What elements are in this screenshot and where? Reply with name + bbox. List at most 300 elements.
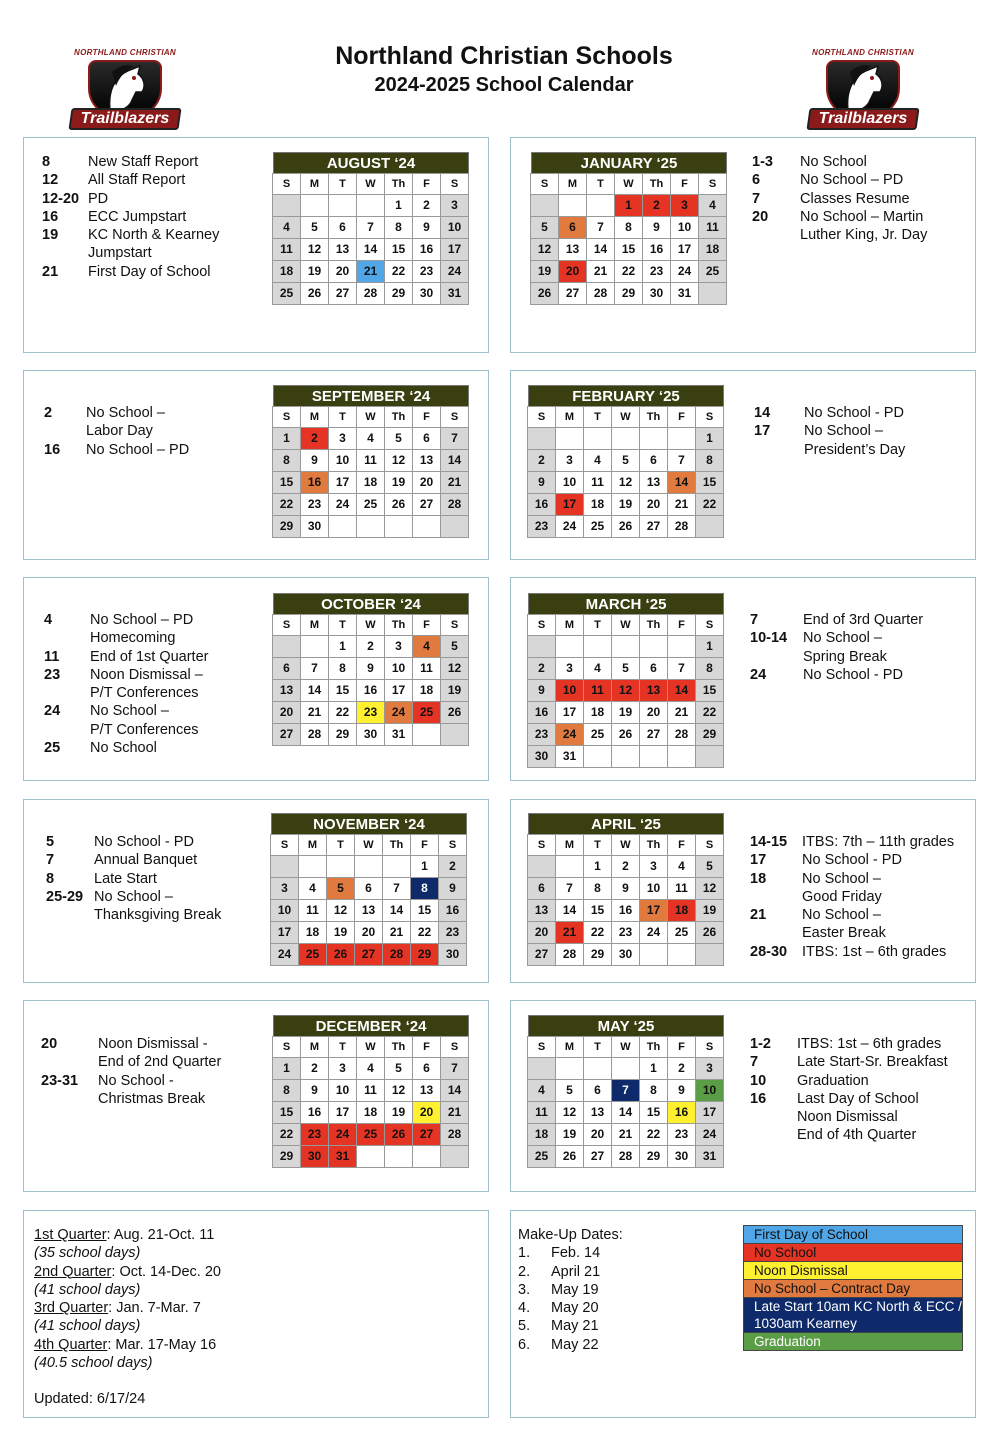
calendar-day: 11: [667, 877, 696, 900]
calendar-day: 22: [695, 701, 724, 724]
calendar-day: 21: [440, 471, 469, 494]
event-row: [44, 441, 189, 459]
calendar-day: 4: [272, 216, 301, 239]
calendar-day: 24: [695, 1123, 724, 1146]
calendar-august: [273, 152, 469, 305]
event-row: [752, 153, 927, 171]
calendar-day: 14: [356, 238, 385, 261]
calendar-day: 26: [300, 282, 329, 305]
event-row: [750, 648, 923, 666]
calendar-day: 30: [527, 745, 556, 768]
event-text: P/T Conferences: [90, 721, 199, 738]
calendar-empty-cell: [527, 1057, 556, 1080]
calendar-day: 29: [583, 943, 612, 966]
calendar-day: 27: [639, 723, 668, 746]
calendar-day: 8: [384, 216, 413, 239]
event-text: No School –: [804, 423, 883, 440]
calendar-day: 8: [328, 657, 357, 680]
calendar-empty-cell: [300, 194, 329, 217]
weekday-header: S: [695, 406, 724, 428]
calendar-day: 1: [639, 1057, 668, 1080]
calendar-day: 7: [440, 427, 469, 450]
calendar-day: 9: [527, 471, 556, 494]
calendar-empty-cell: [639, 427, 668, 450]
calendar-empty-cell: [611, 427, 640, 450]
calendar-day: 19: [695, 899, 724, 922]
calendar-day: 18: [583, 701, 612, 724]
calendar-day: 19: [611, 493, 640, 516]
event-date: 7: [750, 612, 759, 628]
calendar-day: 3: [270, 877, 299, 900]
event-text: No School -: [98, 1072, 174, 1089]
calendar-day: 22: [328, 701, 357, 724]
calendar-day: 5: [384, 1057, 413, 1080]
event-date: 16: [42, 208, 59, 225]
calendar-empty-cell: [555, 427, 584, 450]
calendar-day: 18: [298, 921, 327, 944]
weekday-header: T: [328, 173, 357, 195]
calendar-day: 29: [695, 723, 724, 746]
weekday-header: S: [440, 173, 469, 195]
calendar-empty-cell: [440, 515, 469, 538]
event-row: [750, 833, 954, 851]
weekday-header: W: [356, 614, 385, 636]
calendar-day: 3: [440, 194, 469, 217]
event-text: ITBS: 7th – 11th grades: [802, 834, 955, 850]
calendar-day: 6: [558, 216, 587, 239]
calendar-day: 4: [527, 1079, 556, 1102]
calendar-day: 22: [272, 493, 301, 516]
makeup-item: 4. May 20: [518, 1300, 599, 1317]
calendar-day: 2: [300, 1057, 329, 1080]
calendar-day: 23: [642, 260, 671, 283]
event-row: [46, 870, 221, 888]
calendar-day: 1: [614, 194, 643, 217]
weekday-header: S: [272, 173, 301, 195]
event-date: 5: [46, 834, 55, 850]
calendar-day: 9: [611, 877, 640, 900]
weekday-header: Th: [639, 614, 668, 636]
calendar-day: 13: [639, 679, 668, 702]
calendar-day: 3: [555, 657, 584, 680]
calendar-day: 13: [639, 471, 668, 494]
makeup-item: 6. May 22: [518, 1336, 599, 1353]
calendar-empty-cell: [272, 635, 301, 658]
event-date: 14-15: [750, 834, 788, 850]
calendar-day: 23: [667, 1123, 696, 1146]
event-date: 10: [750, 1072, 767, 1089]
calendar-day: 14: [586, 238, 615, 261]
event-date: 10-14: [750, 630, 788, 647]
weekday-header: W: [614, 173, 643, 195]
calendar-day: 10: [328, 1079, 357, 1102]
event-text: Noon Dismissal -: [98, 1036, 208, 1052]
calendar-empty-cell: [384, 515, 413, 538]
event-row: [754, 441, 905, 459]
event-date: 17: [754, 423, 771, 440]
event-date: 21: [750, 907, 767, 924]
calendar-day: 26: [384, 493, 413, 516]
event-text: Easter Break: [802, 925, 886, 942]
weekday-header: Th: [384, 173, 413, 195]
calendar-day: 31: [440, 282, 469, 305]
weekday-header: F: [412, 614, 441, 636]
event-row: [44, 684, 208, 702]
calendar-day: 23: [412, 260, 441, 283]
event-date: 8: [42, 154, 51, 170]
calendar-title: 2024-2025 School Calendar: [374, 74, 634, 96]
event-row: [41, 1072, 221, 1090]
calendar-day: 28: [440, 493, 469, 516]
calendar-day: 15: [614, 238, 643, 261]
event-text: No School - PD: [94, 834, 194, 850]
weekday-header: W: [354, 834, 383, 856]
weekday-header: W: [611, 1036, 640, 1058]
event-date: 23: [44, 666, 61, 683]
event-text: Luther King, Jr. Day: [800, 227, 928, 244]
calendar-day: 31: [555, 745, 584, 768]
calendar-day: 2: [438, 855, 467, 878]
event-row: [44, 739, 208, 757]
calendar-day: 10: [695, 1079, 724, 1102]
calendar-day: 6: [412, 427, 441, 450]
calendar-day: 16: [667, 1101, 696, 1124]
weekday-header: F: [670, 173, 699, 195]
event-text: Homecoming: [90, 630, 176, 647]
event-row: [44, 648, 208, 666]
calendar-empty-cell: [356, 515, 385, 538]
calendar-day: 24: [555, 515, 584, 538]
calendar-day: 12: [555, 1101, 584, 1124]
event-row: [41, 1090, 221, 1108]
event-row: [750, 1090, 948, 1108]
event-text: No School: [90, 740, 157, 757]
calendar-empty-cell: [555, 855, 584, 878]
calendar-empty-cell: [611, 1057, 640, 1080]
calendar-day: 9: [300, 1079, 329, 1102]
events-december: [41, 1035, 221, 1108]
calendar-day: 4: [583, 449, 612, 472]
calendar-empty-cell: [326, 855, 355, 878]
calendar-day: 5: [695, 855, 724, 878]
calendar-day: 3: [328, 427, 357, 450]
calendar-day: 10: [639, 877, 668, 900]
makeup-item: 5. May 21: [518, 1318, 599, 1335]
month-title: DECEMBER ‘24: [273, 1015, 469, 1037]
event-row: [41, 1053, 221, 1071]
event-text: Noon Dismissal –: [90, 666, 203, 683]
event-row: [750, 1126, 948, 1144]
weekday-header: T: [328, 614, 357, 636]
makeup-item: 3. May 19: [518, 1281, 599, 1298]
horse-icon: [100, 62, 150, 114]
makeup-item: 1. Feb. 14: [518, 1245, 601, 1262]
weekday-header: M: [300, 173, 329, 195]
calendar-empty-cell: [440, 1145, 469, 1168]
calendar-empty-cell: [611, 635, 640, 658]
calendar-day: 10: [440, 216, 469, 239]
calendar-empty-cell: [555, 1057, 584, 1080]
calendar-day: 15: [583, 899, 612, 922]
calendar-day: 25: [272, 282, 301, 305]
event-text: No School –: [90, 703, 169, 720]
calendar-day: 26: [695, 921, 724, 944]
calendar-day: 5: [555, 1079, 584, 1102]
calendar-day: 31: [328, 1145, 357, 1168]
calendar-empty-cell: [354, 855, 383, 878]
calendar-day: 26: [555, 1145, 584, 1168]
makeup-dates: [518, 1226, 623, 1354]
event-row: [42, 263, 219, 281]
weekday-header: S: [527, 614, 556, 636]
event-row: [44, 629, 208, 647]
calendar-day: 29: [639, 1145, 668, 1168]
calendar-day: 21: [356, 260, 385, 283]
calendar-empty-cell: [527, 427, 556, 450]
calendar-day: 4: [356, 427, 385, 450]
event-text: No School: [800, 154, 867, 170]
event-date: 24: [750, 666, 767, 683]
event-row: [41, 1035, 221, 1053]
event-row: [750, 611, 923, 629]
calendar-day: 29: [272, 515, 301, 538]
calendar-day: 3: [695, 1057, 724, 1080]
calendar-day: 17: [328, 471, 357, 494]
calendar-day: 21: [667, 701, 696, 724]
weekday-header: S: [438, 834, 467, 856]
calendar-empty-cell: [270, 855, 299, 878]
calendar-day: 16: [642, 238, 671, 261]
calendar-empty-cell: [356, 194, 385, 217]
calendar-day: 27: [558, 282, 587, 305]
weekday-header: W: [356, 1036, 385, 1058]
calendar-day: 24: [328, 1123, 357, 1146]
event-text: No School –: [94, 888, 173, 905]
calendar-day: 15: [410, 899, 439, 922]
calendar-may: [528, 1015, 724, 1168]
event-row: [750, 851, 954, 869]
event-text: First Day of School: [88, 263, 211, 280]
calendar-day: 10: [328, 449, 357, 472]
event-date: 18: [750, 870, 767, 887]
calendar-day: 27: [272, 723, 301, 746]
calendar-day: 19: [530, 260, 559, 283]
event-date: 20: [41, 1036, 58, 1052]
weekday-header: F: [412, 1036, 441, 1058]
calendar-day: 30: [667, 1145, 696, 1168]
event-text: ITBS: 1st – 6th grades: [802, 943, 947, 960]
event-text: Good Friday: [802, 888, 882, 905]
weekday-header: F: [410, 834, 439, 856]
quarter-days: (41 school days): [34, 1318, 141, 1335]
calendar-day: 3: [384, 635, 413, 658]
calendar-day: 23: [527, 723, 556, 746]
calendar-empty-cell: [382, 855, 411, 878]
calendar-day: 9: [642, 216, 671, 239]
calendar-day: 17: [670, 238, 699, 261]
calendar-day: 25: [583, 515, 612, 538]
calendar-day: 1: [328, 635, 357, 658]
weekday-header: M: [555, 1036, 584, 1058]
calendar-day: 8: [272, 1079, 301, 1102]
month-title: MARCH ‘25: [528, 593, 724, 615]
calendar-day: 27: [412, 1123, 441, 1146]
calendar-day: 30: [412, 282, 441, 305]
calendar-day: 20: [527, 921, 556, 944]
event-date: [44, 721, 90, 739]
event-row: [44, 721, 208, 739]
event-text: Christmas Break: [98, 1090, 206, 1107]
event-date: 6: [752, 172, 761, 189]
calendar-day: 15: [272, 1101, 301, 1124]
event-text: End of 1st Quarter: [90, 648, 209, 665]
calendar-empty-cell: [527, 855, 556, 878]
calendar-day: 30: [642, 282, 671, 305]
weekday-header: M: [300, 614, 329, 636]
event-date: [44, 684, 90, 702]
calendar-day: 8: [695, 657, 724, 680]
calendar-day: 25: [698, 260, 727, 283]
calendar-day: 18: [667, 899, 696, 922]
event-row: [752, 226, 927, 244]
calendar-day: 16: [527, 493, 556, 516]
event-date: 16: [750, 1090, 767, 1107]
calendar-day: 2: [300, 427, 329, 450]
horse-icon: [838, 62, 888, 114]
calendar-february: [528, 385, 724, 538]
calendar-day: 22: [583, 921, 612, 944]
calendar-day: 16: [300, 471, 329, 494]
calendar-day: 19: [611, 701, 640, 724]
calendar-day: 10: [670, 216, 699, 239]
event-date: [41, 1053, 98, 1071]
event-date: [44, 629, 90, 647]
calendar-day: 7: [356, 216, 385, 239]
event-text: No School - PD: [803, 666, 903, 683]
calendar-day: 23: [611, 921, 640, 944]
event-row: [750, 1035, 948, 1053]
events-april: [750, 833, 954, 961]
event-text: Late Start-Sr. Breakfast: [797, 1054, 948, 1071]
event-row: [44, 702, 208, 720]
weekday-header: T: [583, 1036, 612, 1058]
event-row: [750, 1072, 948, 1090]
event-date: 11: [44, 648, 60, 665]
calendar-day: 23: [438, 921, 467, 944]
events-march: [750, 611, 923, 684]
event-text: Spring Break: [803, 648, 887, 665]
calendar-day: 20: [272, 701, 301, 724]
event-text: End of 3rd Quarter: [803, 612, 924, 628]
legend-item: No School: [744, 1244, 962, 1262]
calendar-december: [273, 1015, 469, 1168]
calendar-day: 9: [667, 1079, 696, 1102]
event-text: All Staff Report: [88, 172, 186, 189]
event-row: [752, 171, 927, 189]
calendar-day: 6: [583, 1079, 612, 1102]
event-row: [42, 190, 219, 208]
calendar-empty-cell: [639, 635, 668, 658]
calendar-day: 22: [639, 1123, 668, 1146]
calendar-empty-cell: [667, 427, 696, 450]
weekday-header: F: [412, 406, 441, 428]
calendar-empty-cell: [356, 1145, 385, 1168]
event-date: 4: [44, 612, 53, 628]
calendar-day: 25: [527, 1145, 556, 1168]
calendar-day: 9: [300, 449, 329, 472]
calendar-day: 5: [530, 216, 559, 239]
calendar-day: 6: [639, 449, 668, 472]
weekday-header: T: [583, 834, 612, 856]
calendar-day: 18: [527, 1123, 556, 1146]
calendar-day: 13: [527, 899, 556, 922]
calendar-day: 15: [272, 471, 301, 494]
event-date: 14: [754, 405, 771, 421]
event-text: End of 2nd Quarter: [98, 1054, 222, 1071]
calendar-day: 7: [382, 877, 411, 900]
event-date: [750, 648, 803, 666]
weekday-header: F: [667, 614, 696, 636]
event-date: 1-3: [752, 154, 773, 170]
calendar-day: 14: [440, 449, 469, 472]
event-row: [44, 611, 208, 629]
calendar-april: [528, 813, 724, 966]
calendar-day: 7: [555, 877, 584, 900]
month-title: NOVEMBER ‘24: [271, 813, 467, 835]
event-text: PD: [88, 190, 109, 207]
calendar-day: 7: [611, 1079, 640, 1102]
calendar-empty-cell: [583, 427, 612, 450]
calendar-day: 9: [527, 679, 556, 702]
school-name: Northland Christian Schools: [335, 42, 673, 70]
calendar-day: 27: [328, 282, 357, 305]
weekday-header: Th: [642, 173, 671, 195]
calendar-day: 13: [412, 449, 441, 472]
calendar-day: 4: [667, 855, 696, 878]
calendar-day: 26: [530, 282, 559, 305]
event-date: [750, 924, 802, 942]
month-title: FEBRUARY ‘25: [528, 385, 724, 407]
weekday-header: F: [667, 834, 696, 856]
calendar-empty-cell: [328, 194, 357, 217]
calendar-day: 20: [328, 260, 357, 283]
calendar-day: 13: [328, 238, 357, 261]
calendar-march: [528, 593, 724, 768]
event-date: [754, 441, 804, 459]
calendar-day: 12: [611, 471, 640, 494]
weekday-header: T: [583, 614, 612, 636]
calendar-empty-cell: [583, 745, 612, 768]
calendar-day: 8: [614, 216, 643, 239]
calendar-day: 28: [667, 515, 696, 538]
calendar-empty-cell: [639, 745, 668, 768]
calendar-empty-cell: [412, 515, 441, 538]
weekday-header: S: [272, 1036, 301, 1058]
calendar-day: 10: [270, 899, 299, 922]
calendar-day: 30: [611, 943, 640, 966]
calendar-day: 29: [328, 723, 357, 746]
weekday-header: S: [695, 1036, 724, 1058]
event-row: [44, 404, 189, 422]
weekday-header: W: [356, 173, 385, 195]
calendar-day: 12: [326, 899, 355, 922]
calendar-day: 7: [667, 657, 696, 680]
weekday-header: S: [527, 834, 556, 856]
weekday-header: Th: [384, 614, 413, 636]
calendar-day: 24: [384, 701, 413, 724]
calendar-day: 31: [695, 1145, 724, 1168]
event-row: [754, 404, 905, 422]
